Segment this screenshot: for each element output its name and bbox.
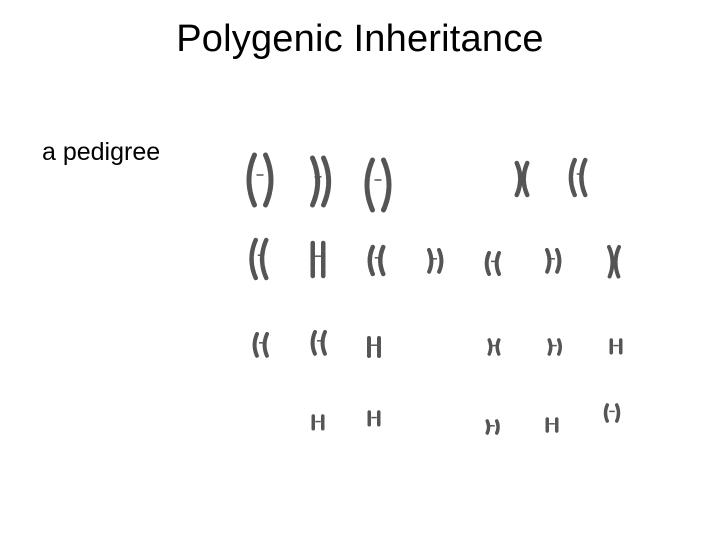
chromatid xyxy=(370,247,373,274)
chromatid xyxy=(497,253,499,274)
chromosome-pair-1-2 xyxy=(313,158,329,205)
chromatid xyxy=(581,160,585,195)
chromatid xyxy=(265,334,267,356)
chromatid xyxy=(249,155,255,205)
chromosome-pair-3-13 xyxy=(255,334,267,356)
chromatid xyxy=(255,334,257,356)
chromatid xyxy=(617,405,619,421)
chromatid xyxy=(487,253,489,274)
chromatid xyxy=(557,250,559,272)
chromatid xyxy=(616,247,619,278)
chromatid xyxy=(323,332,325,354)
chromatid xyxy=(549,340,551,354)
chromosome-pair-4-22 xyxy=(547,419,557,431)
chromatid xyxy=(324,158,329,205)
chromatid xyxy=(367,160,373,210)
chromatid xyxy=(497,421,498,433)
chromatid xyxy=(571,160,575,195)
chromatid xyxy=(547,250,549,272)
chromosome-pair-2-11 xyxy=(547,250,559,272)
chromatid xyxy=(380,247,383,274)
chromosome-pair-4-23 xyxy=(605,405,618,421)
chromatid xyxy=(489,340,491,354)
chromatid xyxy=(524,163,528,195)
chromatid xyxy=(439,250,441,272)
chromatid xyxy=(517,163,521,195)
chromosome-pair-4-20 xyxy=(369,412,379,426)
chromatid xyxy=(266,155,272,205)
chromatid xyxy=(609,247,612,278)
chromatid xyxy=(313,332,315,354)
chromosome-pair-4-19 xyxy=(313,416,323,430)
chromatid xyxy=(429,250,431,272)
chromatid xyxy=(384,160,390,210)
chromosome-pair-3-14 xyxy=(313,332,325,354)
chromosome-pair-2-8 xyxy=(370,247,383,274)
chromosome-pair-2-7 xyxy=(313,243,324,276)
chromatid xyxy=(262,240,266,278)
chromosome-pair-3-15 xyxy=(369,338,379,356)
chromosome-pair-1-5 xyxy=(571,160,585,195)
chromosome-pair-3-17 xyxy=(549,340,560,354)
chromosome-pair-2-6 xyxy=(252,240,267,278)
chromosome-pair-4-21 xyxy=(487,421,498,433)
slide-title: Polygenic Inheritance xyxy=(176,18,544,60)
chromatid xyxy=(605,405,607,421)
chromatid xyxy=(559,340,561,354)
chromosome-pair-2-9 xyxy=(429,250,441,272)
chromosome-pair-3-16 xyxy=(489,340,499,354)
bullet-text: a pedigree xyxy=(42,138,161,166)
chromosome-pair-1-3 xyxy=(367,160,389,210)
chromatid xyxy=(313,158,318,205)
chromosome-pair-2-12 xyxy=(609,247,619,278)
chromatid xyxy=(497,340,499,354)
chromatid xyxy=(487,421,488,433)
chromosome-pair-2-10 xyxy=(487,253,499,274)
chromosome-pair-1-4 xyxy=(517,163,528,195)
chromosome-pair-1-1 xyxy=(249,155,271,205)
chromosome-pair-3-18 xyxy=(611,340,621,354)
chromatid xyxy=(252,240,256,278)
